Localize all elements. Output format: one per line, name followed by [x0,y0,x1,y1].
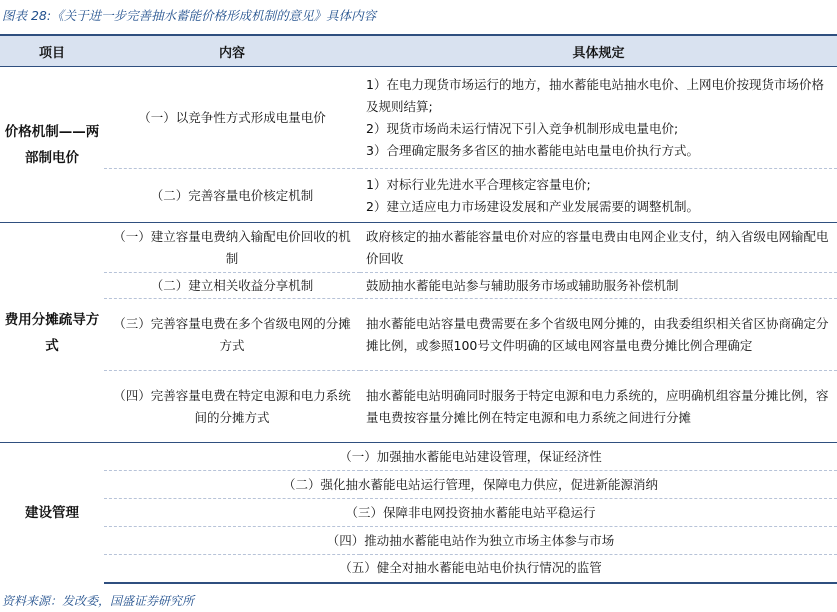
item-cell: （四）完善容量电费在特定电源和电力系统间的分摊方式 [104,371,360,443]
detail-cell: 抽水蓄能电站容量电费需要在多个省级电网分摊的，由我委组织相关省区协商确定分摊比例，或参照100号文件明确的区域电网容量电费分摊比例合理确定 [360,299,837,371]
table-row [0,499,837,527]
item-cell: （一）以竞争性方式形成电量电价 [104,67,360,169]
source-note: 资料来源：发改委，国盛证券研究所 [2,594,195,608]
table-row [0,67,837,169]
table-row [0,443,837,471]
table-row [0,527,837,555]
detail-cell: 抽水蓄能电站明确同时服务于特定电源和电力系统的，应明确机组容量分摊比例，容量电费按容量分摊比例在特定电源和电力系统之间进行分摊 [360,371,837,443]
construction-item: （一）加强抽水蓄能电站建设管理，保证经济性 [104,443,837,471]
policy-table [0,34,837,584]
construction-item: （二）强化抽水蓄能电站运行管理，保障电力供应，促进新能源消纳 [104,471,837,499]
detail-line: 1）在电力现货市场运行的地方，抽水蓄能电站抽水电价、上网电价按现货市场价格及规则结算; [366,76,824,114]
table-header-row [0,35,837,67]
category-price-mechanism: 价格机制——两部制电价 [0,67,104,223]
table-row [0,555,837,583]
category-construction: 建设管理 [0,443,104,583]
table-row [0,471,837,499]
table-row [0,273,837,299]
construction-item: （四）推动抽水蓄能电站作为独立市场主体参与市场 [104,527,837,555]
table-row [0,169,837,223]
table-row [0,299,837,371]
detail-cell [360,169,837,223]
item-cell: （二）完善容量电价核定机制 [104,169,360,223]
item-cell: （二）建立相关收益分享机制 [104,273,360,299]
category-cost-sharing: 费用分摊疏导方式 [0,223,104,443]
detail-line: 2）现货市场尚未运行情况下引入竞争机制形成电量电价; [366,120,679,136]
detail-line: 1）对标行业先进水平合理核定容量电价; [366,176,591,192]
detail-cell: 鼓励抽水蓄能电站参与辅助服务市场或辅助服务补偿机制 [360,273,837,299]
header-content: 内容 [104,35,360,67]
detail-cell: 政府核定的抽水蓄能容量电价对应的容量电费由电网企业支付，纳入省级电网输配电价回收 [360,223,837,273]
header-project: 项目 [0,35,104,67]
table-row [0,371,837,443]
detail-line: 3）合理确定服务多省区的抽水蓄能电站电量电价执行方式。 [366,142,699,158]
construction-item: （三）保障非电网投资抽水蓄能电站平稳运行 [104,499,837,527]
figure-caption: 图表 28:《关于进一步完善抽水蓄能价格形成机制的意见》具体内容 [2,8,377,23]
construction-item: （五）健全对抽水蓄能电站电价执行情况的监管 [104,555,837,583]
table-row [0,223,837,273]
header-rules: 具体规定 [360,35,837,67]
detail-line: 2）建立适应电力市场建设发展和产业发展需要的调整机制。 [366,198,699,214]
item-cell: （一）建立容量电费纳入输配电价回收的机制 [104,223,360,273]
detail-cell [360,67,837,169]
item-cell: （三）完善容量电费在多个省级电网的分摊方式 [104,299,360,371]
